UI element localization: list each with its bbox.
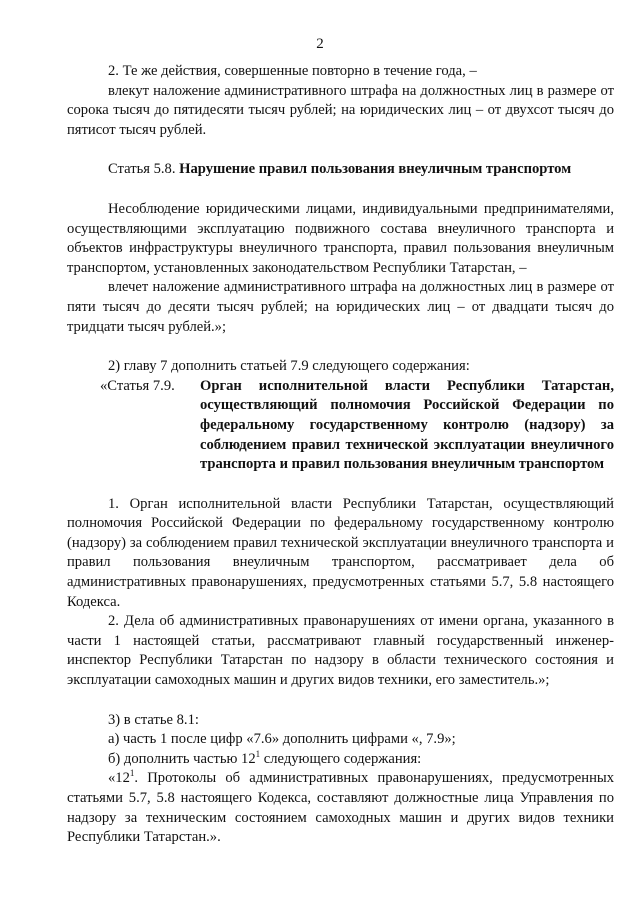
- paragraph: влекут наложение административного штрафа на должностных лиц в размере от сорока тысяч до пятидесяти тысяч рублей; на юридических лиц – от двухсот тысяч до пятисот тысяч рублей.: [67, 82, 614, 138]
- paragraph: 2. Те же действия, совершенные повторно в течение года, –: [108, 63, 477, 79]
- paragraph: 2. Дела об административных правонарушениях от имени органа, указанного в части 1 настоящей статьи, рассматривают главный государственный инженер-инспектор Республики Татарстан по надзору в области технического состояния и эксплуатации самоходных машин и других видов техники, его заместитель.»;: [67, 613, 614, 689]
- article-5-8-title: Нарушение правил пользования внеуличным транспортом: [179, 161, 572, 178]
- paragraph: влечет наложение административного штрафа на должностных лиц в размере от пяти тысяч до десяти тысяч рублей; на юридических лиц – от двадцати тысяч до тридцати тысяч рублей.»;: [67, 279, 614, 335]
- paragraph: а) часть 1 после цифр «7.6» дополнить цифрами «, 7.9»;: [108, 731, 456, 748]
- paragraph: 3) в статье 8.1:: [108, 711, 199, 728]
- paragraph: «$12^1$. Протоколы об административных правонарушениях, предусмотренных статьями 5.7, 5.8 настоящего Кодекса, составляют должностные лица Управления по надзору за техническим состоянием самоходных машин и других видов техники Республики Татарстан.».: [67, 768, 614, 846]
- article-5-8-label: Статья 5.8.: [108, 161, 176, 178]
- article-7-9-title: Орган исполнительной власти Республики Татарстан, осуществляющий полномочия Российской Федерации по федеральному государственному контролю (надзору) за соблюдением правил технической эксплуатации внеуличного транспорта и правил пользования внеуличным транспортом: [200, 377, 614, 473]
- article-7-9-label: «Статья 7.9.: [100, 377, 175, 394]
- page-number: 2: [316, 36, 324, 52]
- document-body: [67, 62, 614, 848]
- paragraph: Несоблюдение юридическими лицами, индивидуальными предпринимателями, осуществляющими эксплуатацию подвижного состава внеуличного транспорта и объектов инфраструктуры внеуличного транспорта, правил пользования внеуличным транспортом, установленных законодательством Республики Татарстан, –: [67, 200, 614, 276]
- paragraph: 1. Орган исполнительной власти Республики Татарстан, осуществляющий полномочия Российской Федерации по федеральному государственному контролю (надзору) за соблюдением правил технической эксплуатации внеуличного транспорта и правил пользования внеуличным транспортом, рассматривает дела об административных правонарушениях, предусмотренных статьями 5.7, 5.8 настоящего Кодекса.: [67, 495, 614, 610]
- article-5-8-heading: [67, 160, 614, 180]
- paragraph: б) дополнить частью $12^1$ следующего содержания:: [108, 748, 422, 767]
- paragraph: 2) главу 7 дополнить статьей 7.9 следующего содержания:: [108, 358, 470, 375]
- article-7-9-heading: [67, 377, 614, 475]
